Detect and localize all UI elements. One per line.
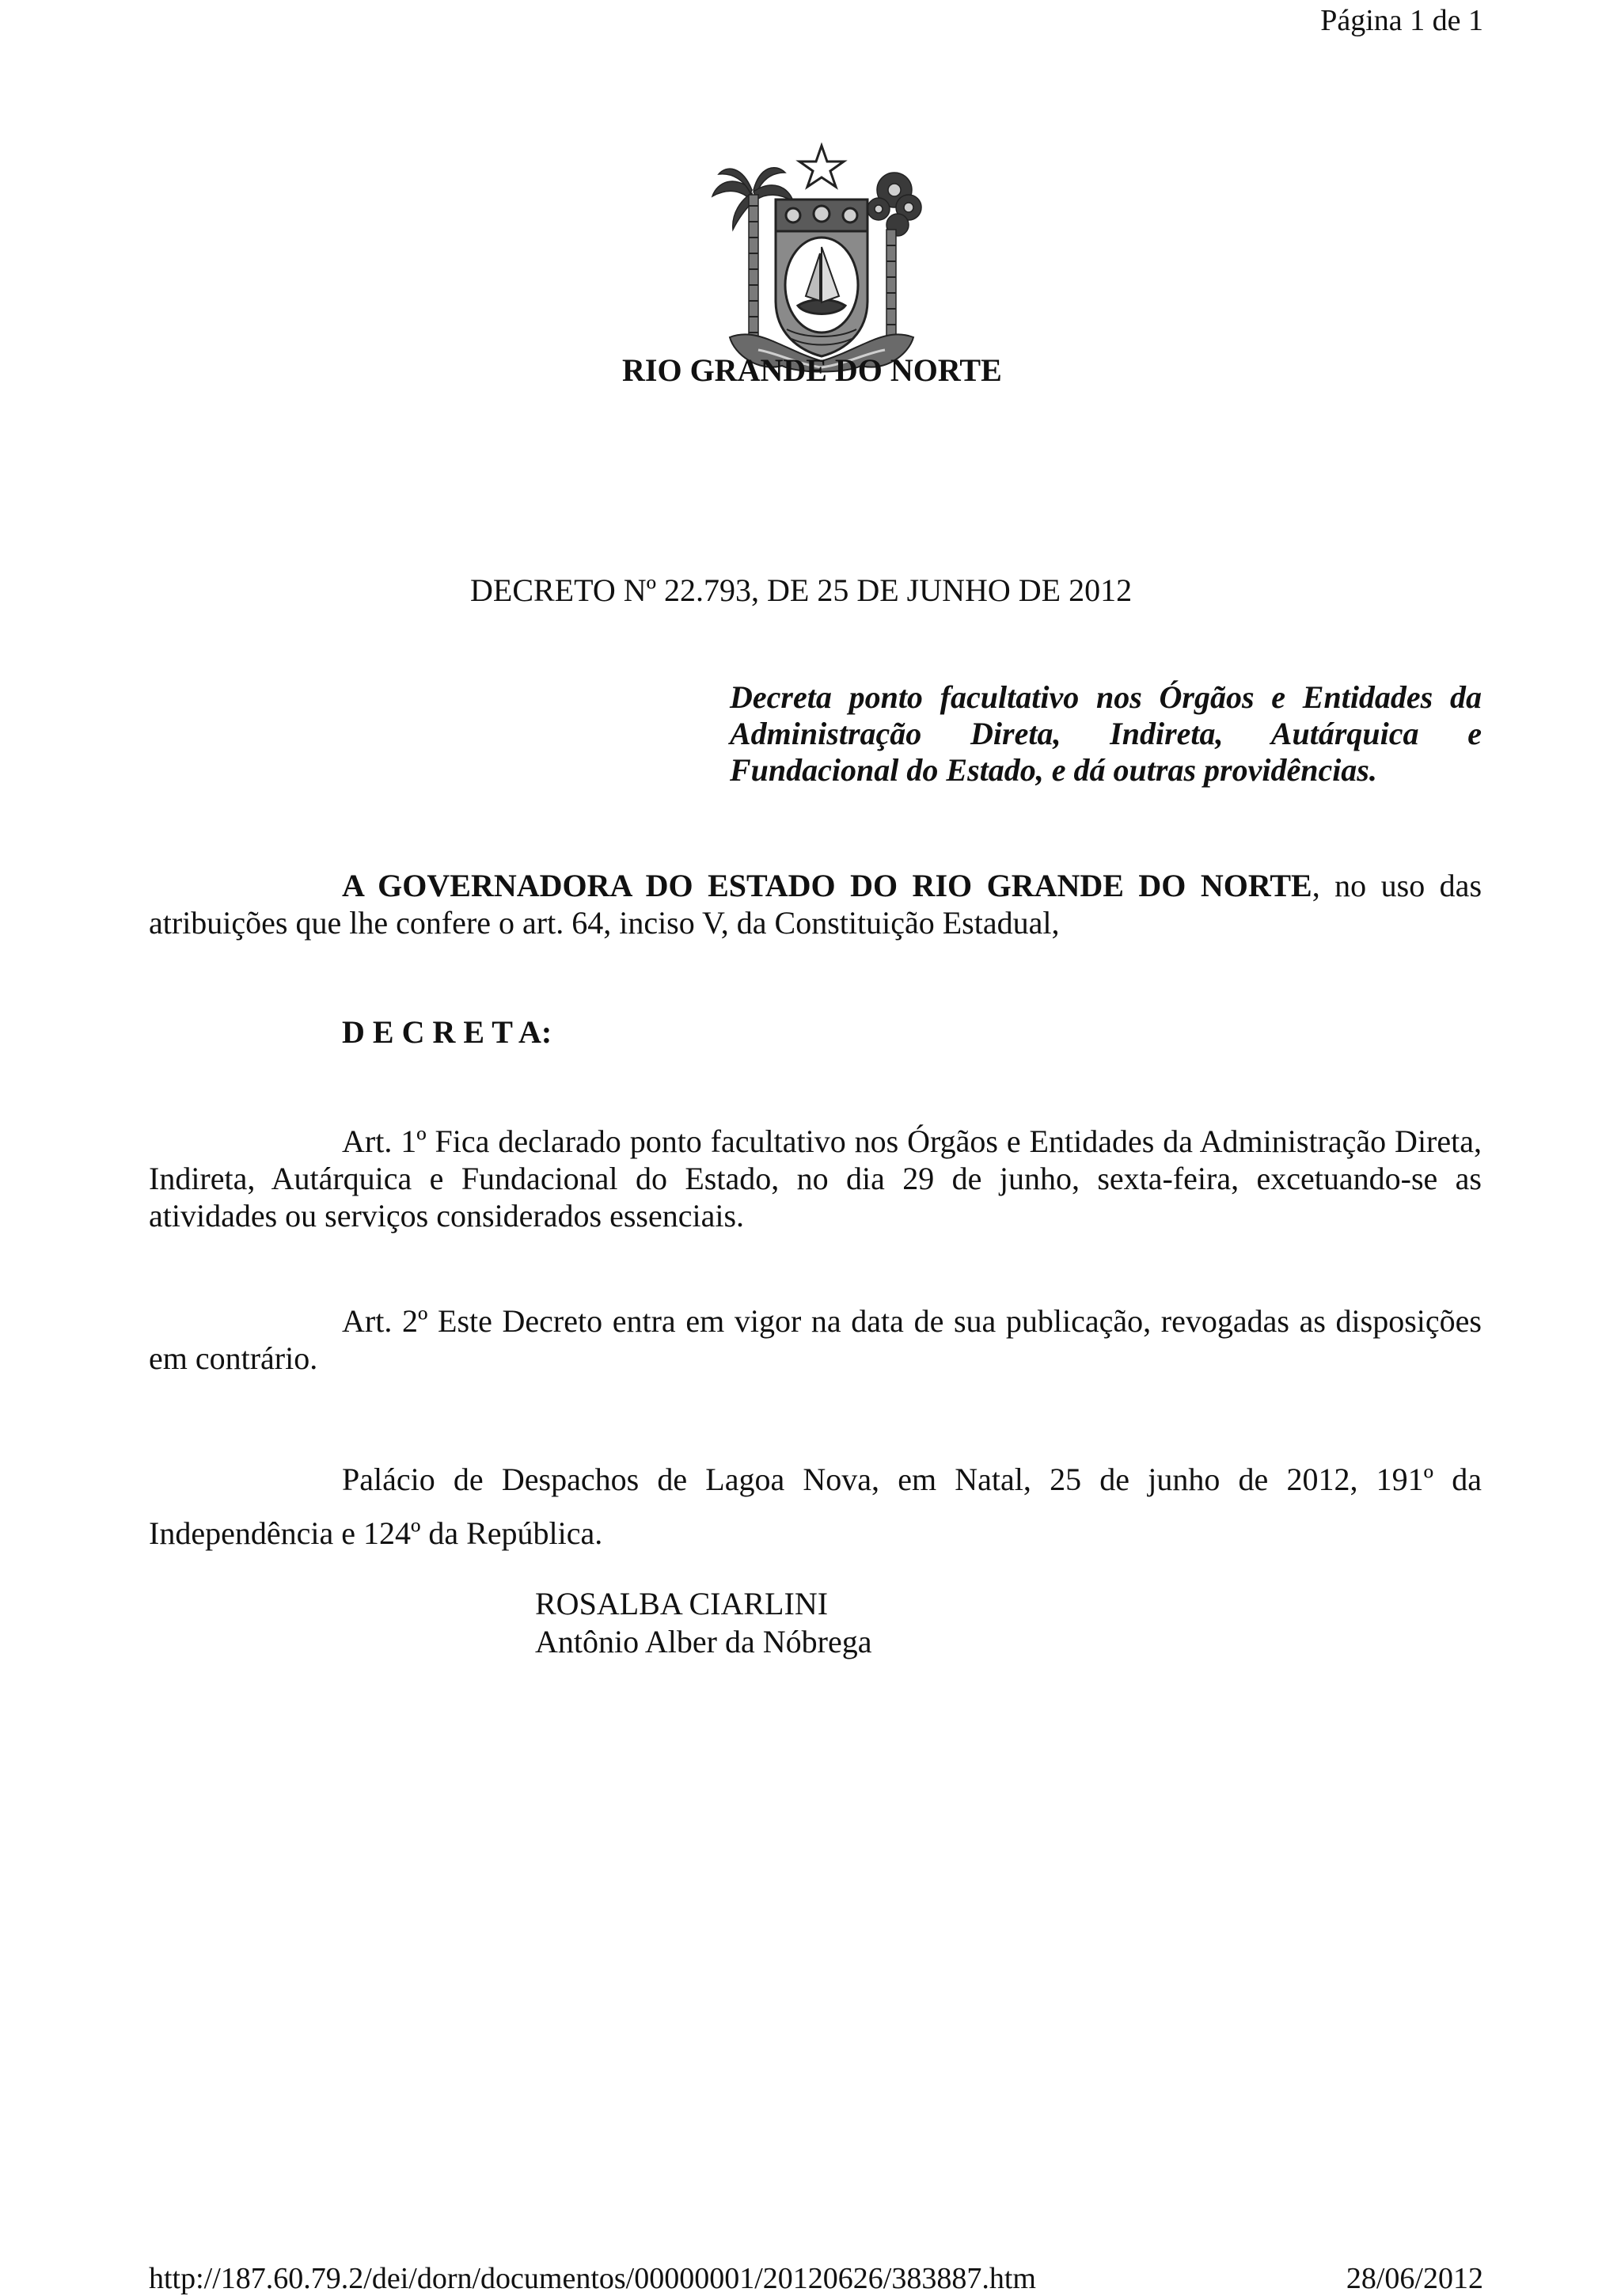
decreta-heading: D E C R E T A: (342, 1014, 552, 1050)
preamble-text: , no uso das atribuições que lhe confere o art. 64, inciso V, da Constituição Estadual, (149, 868, 1482, 941)
signatory-governor: ROSALBA CIARLINI (535, 1586, 829, 1621)
cotton-plant-icon (867, 173, 921, 345)
article-1-text: Art. 1º Fica declarado ponto facultativo nos Órgãos e Entidades da Administração Direta, Indireta, Autárquica e Fundacional do Estado, no dia 29 de junho, sexta-feira, excetuando-se as atividades ou serviços considerados essenciais. (149, 1123, 1482, 1234)
preamble-authority: A GOVERNADORA DO ESTADO DO RIO GRANDE DO NORTE (342, 868, 1312, 903)
decree-summary: Decreta ponto facultativo nos Órgãos e Entidades da Administração Direta, Indireta, Autárquica e Fundacional do Estado, e dá outras providências. (730, 679, 1482, 788)
footer-url-link[interactable]: http://187.60.79.2/dei/dorn/documentos/00000001/20120626/383887.htm (149, 2262, 1036, 2295)
star-icon (799, 146, 844, 187)
preamble-paragraph (149, 867, 1482, 941)
shield-icon (776, 200, 867, 356)
signatory-secretary: Antônio Alber da Nóbrega (535, 1624, 872, 1659)
article-2-paragraph (149, 1302, 1482, 1377)
state-name-heading: RIO GRANDE DO NORTE (622, 352, 1002, 388)
page-number-label: Página 1 de 1 (1320, 4, 1483, 37)
coat-of-arms-emblem (711, 143, 932, 380)
closing-text: Palácio de Despachos de Lagoa Nova, em Natal, 25 de junho de 2012, 191º da Independência e 124º da República. (149, 1462, 1482, 1551)
footer-date: 28/06/2012 (1346, 2262, 1483, 2295)
decree-title: DECRETO Nº 22.793, DE 25 DE JUNHO DE 2012 (470, 572, 1133, 608)
closing-paragraph (149, 1453, 1482, 1560)
signature-block (535, 1585, 871, 1661)
article-2-text: Art. 2º Este Decreto entra em vigor na data de sua publicação, revogadas as disposições em contrário. (149, 1303, 1482, 1376)
article-1-paragraph (149, 1123, 1482, 1234)
